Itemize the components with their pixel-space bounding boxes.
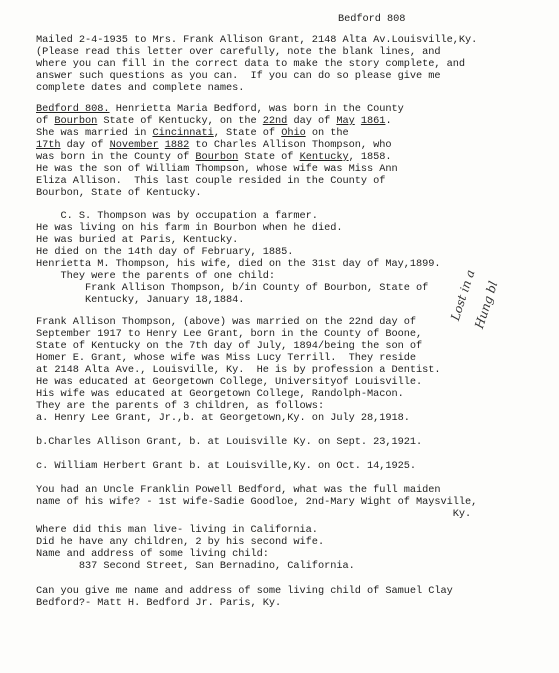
closing-line: Bedford?- Matt H. Bedford Jr. Paris, Ky.	[36, 597, 282, 609]
grant-line: They are the parents of 3 children, as follows:	[36, 400, 325, 412]
grant-line: State of Kentucky on the 7th day of July, 1894/being the son of	[36, 340, 423, 352]
question-line: Name and address of some living child:	[36, 548, 269, 560]
page-title: Bedford 808	[338, 13, 406, 25]
question-line: Where did this man live- living in California.	[36, 524, 318, 536]
thompson-line: C. S. Thompson was by occupation a farmer.	[36, 210, 318, 222]
handwritten-margin-note: Lost in a	[448, 268, 478, 323]
thompson-line: Frank Allison Thompson, b/in County of Bourbon, State of	[36, 282, 429, 294]
filled-county: Bourbon	[195, 151, 239, 163]
record-line: Bourbon, State of Kentucky.	[36, 187, 202, 199]
intro-line: complete dates and complete names.	[36, 82, 245, 94]
filled-day: 17th	[36, 139, 61, 151]
filled-year: 1882	[164, 139, 190, 151]
grant-line: Homer E. Grant, whose wife was Miss Lucy Terrill. They reside	[36, 352, 417, 364]
thompson-line: They were the parents of one child:	[36, 270, 276, 282]
filled-city: Cincinnati	[152, 127, 214, 139]
filled-month: November	[109, 139, 159, 151]
question-line: Did he have any children, 2 by his second wife.	[36, 536, 325, 548]
child-b-line: b.Charles Allison Grant, b. at Louisville Ky. on Sept. 23,1921.	[36, 436, 423, 448]
record-line: Bedford 808. Henrietta Maria Bedford, was born in the County	[36, 103, 404, 115]
grant-line: He was educated at Georgetown College, Universityof Louisville.	[36, 376, 423, 388]
intro-line: where you can fill in the correct data to make the story complete, and	[36, 58, 466, 70]
record-reference: Bedford 808.	[36, 103, 110, 115]
thompson-line: He was living on his farm in Bourbon when he died.	[36, 222, 343, 234]
thompson-line: He died on the 14th day of February, 1885.	[36, 246, 294, 258]
question-line: Ky.	[36, 508, 472, 520]
record-line: was born in the County of Bourbon State of Kentucky, 1858.	[36, 151, 392, 163]
grant-line: Frank Allison Thompson, (above) was married on the 22nd day of	[36, 316, 417, 328]
filled-year: 1861	[360, 115, 386, 127]
child-a-line: a. Henry Lee Grant, Jr.,b. at Georgetown,Ky. on July 28,1918.	[36, 412, 410, 424]
grant-line: September 1917 to Henry Lee Grant, born in the County of Boone,	[36, 328, 423, 340]
thompson-line: Henrietta M. Thompson, his wife, died on the 31st day of May,1899.	[36, 258, 441, 270]
closing-line: Can you give me name and address of some living child of Samuel Clay	[36, 585, 453, 597]
filled-county: Bourbon	[54, 115, 98, 127]
address-line: 837 Second Street, San Bernadino, California.	[36, 560, 355, 572]
filled-day: 22nd	[262, 115, 288, 127]
record-line: Eliza Allison. This last couple resided in the County of	[36, 175, 386, 187]
filled-month: May	[336, 115, 355, 127]
record-line: 17th day of November 1882 to Charles Allison Thompson, who	[36, 139, 392, 151]
filled-state: Ohio	[281, 127, 306, 139]
grant-line: His wife was educated at Georgetown College, Randolph-Macon.	[36, 388, 404, 400]
handwritten-margin-note: Hung bl	[472, 279, 501, 331]
filled-state: Kentucky	[299, 151, 349, 163]
intro-line: Mailed 2-4-1935 to Mrs. Frank Allison Grant, 2148 Alta Av.Louisville,Ky.	[36, 34, 478, 46]
intro-line: (Please read this letter over carefully, note the blank lines, and	[36, 46, 441, 58]
thompson-line: He was buried at Paris, Kentucky.	[36, 234, 239, 246]
question-line: name of his wife? - 1st wife-Sadie Goodloe, 2nd-Mary Wight of Maysville,	[36, 496, 478, 508]
question-line: You had an Uncle Franklin Powell Bedford, what was the full maiden	[36, 484, 441, 496]
child-c-line: c. William Herbert Grant b. at Louisville,Ky. on Oct. 14,1925.	[36, 460, 417, 472]
record-line: He was the son of William Thompson, whose wife was Miss Ann	[36, 163, 398, 175]
grant-line: at 2148 Alta Ave., Louisville, Ky. He is by profession a Dentist.	[36, 364, 441, 376]
thompson-line: Kentucky, January 18,1884.	[36, 294, 245, 306]
record-line: of Bourbon State of Kentucky, on the 22nd day of May 1861.	[36, 115, 392, 127]
record-line: She was married in Cincinnati, State of Ohio on the	[36, 127, 349, 139]
intro-line: answer such questions as you can. If you can do so please give me	[36, 70, 441, 82]
